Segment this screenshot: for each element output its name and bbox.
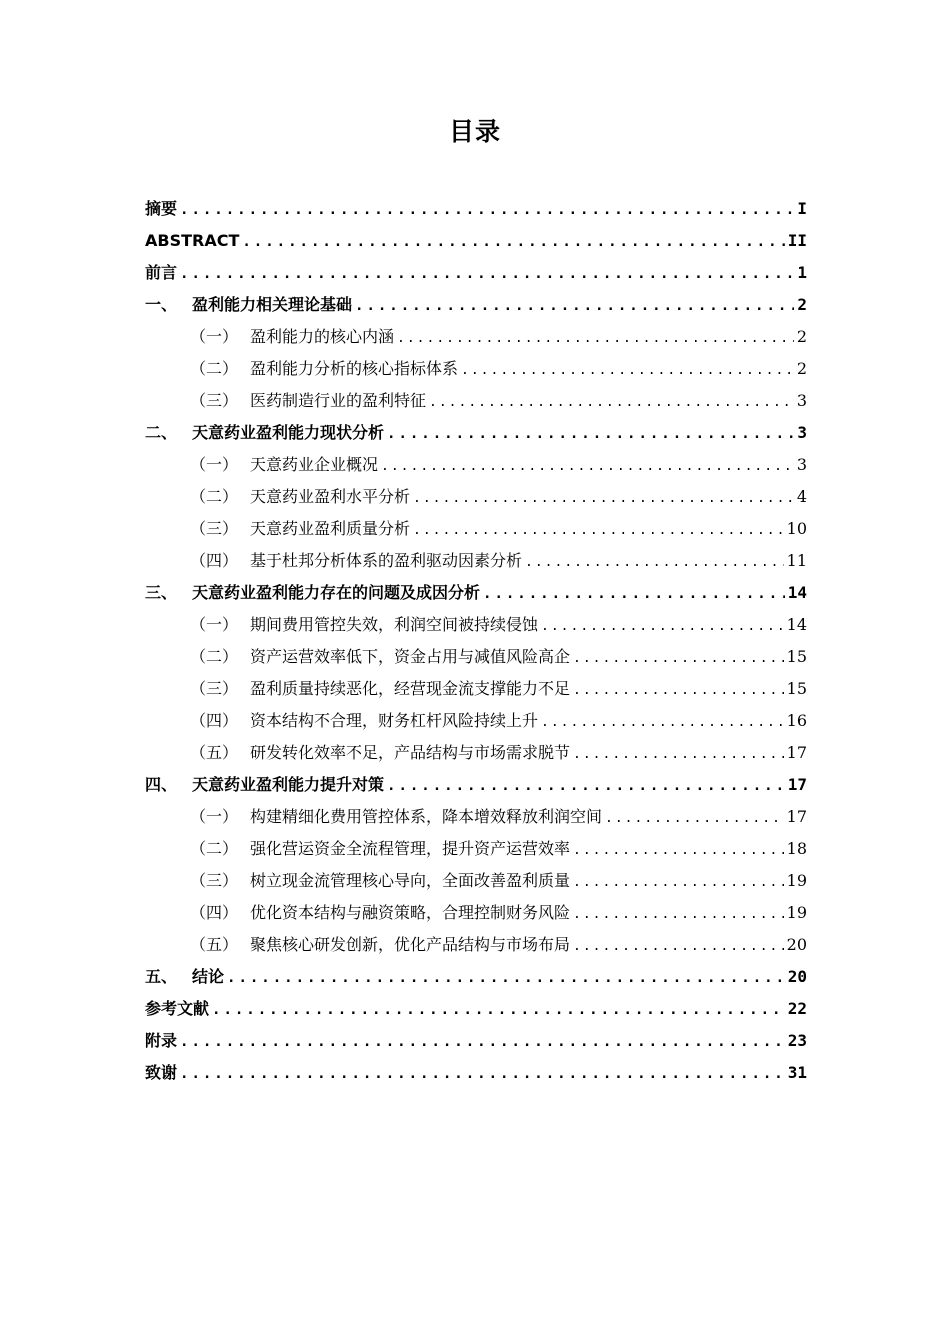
toc-dot-leader [413, 515, 784, 547]
toc-dot-leader [212, 994, 785, 1026]
toc-dot-leader [180, 1026, 785, 1058]
toc-dot-leader [573, 643, 784, 675]
toc-entry-label: 基于杜邦分析体系的盈利驱动因素分析 [250, 551, 523, 570]
toc-entry-number: （四） [190, 551, 239, 570]
toc-entry-page-number: 1 [797, 263, 807, 282]
toc-entry-label: 天意药业企业概况 [250, 455, 379, 474]
toc-entry-number: （三） [190, 679, 239, 698]
toc-entry-chapter[interactable] [145, 193, 807, 225]
toc-entry-chapter[interactable] [145, 289, 807, 321]
toc-entry-section[interactable] [145, 801, 807, 833]
toc-entry-section[interactable] [145, 545, 807, 577]
toc-entry-label: 参考文献 [145, 999, 210, 1018]
toc-entry-page-number: 2 [796, 327, 807, 346]
toc-entry-number: 一、 [145, 295, 178, 314]
toc-dot-leader [227, 962, 785, 994]
toc-dot-leader [387, 418, 794, 450]
toc-entry-page-number: 14 [787, 583, 807, 602]
toc-entry-page-number: 18 [786, 839, 807, 858]
toc-entry-chapter[interactable] [145, 257, 807, 289]
toc-dot-leader [397, 323, 794, 355]
toc-entry-number: （三） [190, 519, 239, 538]
toc-entry-label: 优化资本结构与融资策略，合理控制财务风险 [250, 903, 571, 922]
toc-entry-number: （二） [190, 647, 239, 666]
toc-dot-leader [461, 355, 794, 387]
toc-entry-chapter[interactable] [145, 1057, 807, 1089]
toc-entry-number: （一） [190, 615, 239, 634]
toc-entry-page-number: 14 [786, 615, 807, 634]
toc-entry-page-number: 2 [796, 359, 807, 378]
toc-entry-label: ABSTRACT [145, 231, 240, 250]
toc-entry-number: （二） [190, 359, 239, 378]
toc-entry-page-number: 19 [786, 903, 807, 922]
toc-dot-leader [573, 739, 784, 771]
toc-entry-page-number: 15 [786, 679, 807, 698]
toc-entry-number: （二） [190, 839, 239, 858]
toc-entry-label: 资本结构不合理，财务杠杆风险持续上升 [250, 711, 539, 730]
toc-entry-section[interactable] [145, 321, 807, 353]
toc-entry-label: 天意药业盈利能力提升对策 [192, 775, 385, 794]
toc-dot-leader [541, 611, 784, 643]
toc-entry-section[interactable] [145, 833, 807, 865]
toc-entry-chapter[interactable] [145, 769, 807, 801]
toc-entry-chapter[interactable] [145, 577, 807, 609]
toc-entry-page-number: 17 [786, 743, 807, 762]
toc-entry-page-number: 2 [797, 295, 807, 314]
toc-entry-chapter[interactable] [145, 225, 807, 257]
toc-entry-label: 天意药业盈利质量分析 [250, 519, 411, 538]
toc-entry-number: 二、 [145, 423, 178, 442]
toc-entry-page-number: 3 [796, 391, 807, 410]
toc-dot-leader [429, 387, 794, 419]
toc-dot-leader [387, 770, 785, 802]
toc-entry-page-number: 20 [787, 967, 807, 986]
toc-entry-number: （四） [190, 711, 239, 730]
toc-entry-label: 盈利质量持续恶化，经营现金流支撑能力不足 [250, 679, 571, 698]
toc-entry-label: 研发转化效率不足，产品结构与市场需求脱节 [250, 743, 571, 762]
toc-entry-page-number: 3 [796, 455, 807, 474]
toc-dot-leader [573, 899, 784, 931]
toc-entry-number: （四） [190, 903, 239, 922]
toc-entry-label: 聚焦核心研发创新，优化产品结构与市场布局 [250, 935, 571, 954]
toc-dot-leader [541, 707, 784, 739]
toc-entry-number: （一） [190, 455, 239, 474]
toc-entry-section[interactable] [145, 737, 807, 769]
toc-entry-number: （三） [190, 391, 239, 410]
toc-entry-section[interactable] [145, 609, 807, 641]
toc-entry-page-number: 3 [797, 423, 807, 442]
toc-entry-number: （五） [190, 743, 239, 762]
toc-entry-page-number: 17 [786, 807, 807, 826]
toc-entry-page-number: 31 [787, 1063, 807, 1082]
toc-entry-number: 四、 [145, 775, 178, 794]
toc-entry-page-number: 17 [787, 775, 807, 794]
table-of-contents [145, 193, 807, 1089]
toc-entry-label: 盈利能力分析的核心指标体系 [250, 359, 459, 378]
toc-entry-number: 五、 [145, 967, 178, 986]
toc-dot-leader [573, 835, 784, 867]
toc-entry-page-number: 11 [786, 551, 807, 570]
toc-entry-page-number: 15 [786, 647, 807, 666]
toc-entry-chapter[interactable] [145, 417, 807, 449]
toc-entry-label: 天意药业盈利能力存在的问题及成因分析 [192, 583, 481, 602]
toc-dot-leader [573, 675, 784, 707]
toc-entry-chapter[interactable] [145, 961, 807, 993]
toc-entry-section[interactable] [145, 513, 807, 545]
toc-entry-label: 构建精细化费用管控体系，降本增效释放利润空间 [250, 807, 603, 826]
toc-entry-page-number: 20 [786, 935, 807, 954]
toc-entry-page-number: I [797, 199, 807, 218]
toc-entry-page-number: 10 [786, 519, 807, 538]
toc-entry-label: 盈利能力的核心内涵 [250, 327, 395, 346]
toc-entry-label: 资产运营效率低下，资金占用与减值风险高企 [250, 647, 571, 666]
toc-entry-label: 摘要 [145, 199, 178, 218]
toc-entry-section[interactable] [145, 929, 807, 961]
toc-entry-chapter[interactable] [145, 993, 807, 1025]
toc-entry-page-number: 19 [786, 871, 807, 890]
toc-entry-page-number: 22 [787, 999, 807, 1018]
toc-dot-leader [413, 483, 794, 515]
toc-entry-section[interactable] [145, 865, 807, 897]
toc-entry-page-number: II [787, 231, 807, 250]
toc-entry-number: （一） [190, 327, 239, 346]
toc-entry-section[interactable] [145, 353, 807, 385]
toc-dot-leader [180, 258, 794, 290]
toc-entry-label: 医药制造行业的盈利特征 [250, 391, 427, 410]
toc-entry-section[interactable] [145, 705, 807, 737]
toc-entry-label: 结论 [192, 967, 225, 986]
toc-entry-label: 前言 [145, 263, 178, 282]
toc-entry-label: 盈利能力相关理论基础 [192, 295, 353, 314]
toc-entry-chapter[interactable] [145, 1025, 807, 1057]
toc-entry-section[interactable] [145, 481, 807, 513]
toc-entry-number: （三） [190, 871, 239, 890]
toc-dot-leader [355, 290, 794, 322]
toc-dot-leader [180, 1058, 785, 1090]
toc-entry-label: 强化营运资金全流程管理，提升资产运营效率 [250, 839, 571, 858]
toc-entry-section[interactable] [145, 385, 807, 417]
toc-entry-section[interactable] [145, 449, 807, 481]
toc-entry-section[interactable] [145, 641, 807, 673]
toc-entry-label: 附录 [145, 1031, 178, 1050]
toc-dot-leader [573, 931, 784, 963]
toc-entry-label: 致谢 [145, 1063, 178, 1082]
toc-entry-page-number: 16 [786, 711, 807, 730]
toc-dot-leader [381, 451, 794, 483]
toc-entry-number: （一） [190, 807, 239, 826]
toc-entry-label: 天意药业盈利能力现状分析 [192, 423, 385, 442]
toc-dot-leader [483, 578, 785, 610]
toc-dot-leader [525, 547, 784, 579]
toc-entry-label: 树立现金流管理核心导向，全面改善盈利质量 [250, 871, 571, 890]
toc-entry-section[interactable] [145, 673, 807, 705]
toc-dot-leader [573, 867, 784, 899]
toc-entry-label: 天意药业盈利水平分析 [250, 487, 411, 506]
toc-entry-number: 三、 [145, 583, 178, 602]
toc-dot-leader [605, 803, 784, 835]
toc-dot-leader [242, 226, 784, 258]
toc-entry-number: （五） [190, 935, 239, 954]
toc-entry-page-number: 4 [796, 487, 807, 506]
page-title: 目录 [448, 117, 501, 146]
toc-entry-label: 期间费用管控失效，利润空间被持续侵蚀 [250, 615, 539, 634]
toc-entry-section[interactable] [145, 897, 807, 929]
toc-entry-page-number: 23 [787, 1031, 807, 1050]
toc-dot-leader [180, 194, 794, 226]
toc-entry-number: （二） [190, 487, 239, 506]
